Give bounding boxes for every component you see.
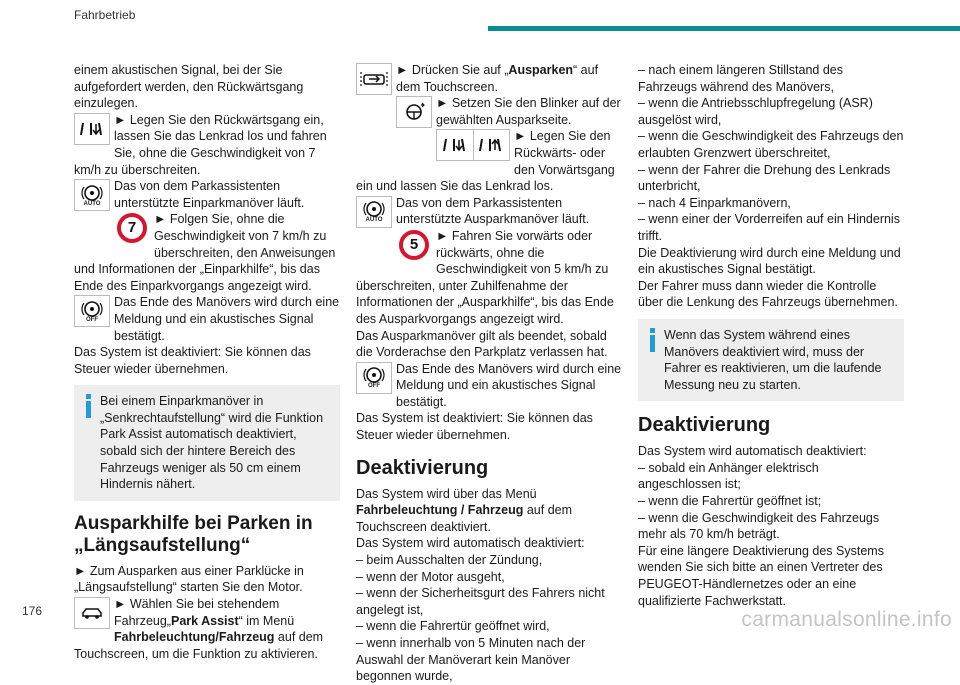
list-item: – wenn die Antriebsschlupfregelung (ASR) ausgelöst wird, [638, 96, 873, 127]
header-section-title: Fahrbetrieb [74, 8, 136, 22]
reverse-lines-icon [437, 130, 473, 160]
page-number: 176 [22, 604, 43, 618]
paragraph: Das Ende des Manövers wird durch eine Meldung und ein akustisches Signal bestätigt. [396, 361, 622, 409]
paragraph: ► Legen Sie den Rückwärtsgang ein, lassen Sie das Lenkrad los und fahren Sie, ohne die Geschwindigkeit von 7 km/h zu überschreiten. [74, 112, 327, 177]
list-item: – wenn die Geschwindigkeit des Fahrzeugs den erlaubten Grenzwert überschreitet, [638, 129, 904, 160]
status-maneuver-end [356, 361, 622, 411]
section-heading: Ausparkhilfe bei Parken in „Längsaufstellung“ [74, 512, 313, 556]
list-item: – beim Ausschalten der Zündung, [356, 553, 543, 568]
info-box [638, 319, 904, 401]
instruction-select-gear [356, 128, 622, 194]
paragraph: ► Legen Sie den Rückwärts- oder den Vorwärtsgang ein und lassen Sie das Lenkrad los. [356, 129, 615, 194]
paragraph: einem akustischen Signal, bei der Sie aufgefordert werden, den Rückwärtsgang einzulegen. [74, 63, 304, 111]
list-item: – wenn die Fahrertür geöffnet wird, [356, 619, 550, 634]
car-icon [74, 597, 110, 629]
column-3 [638, 62, 904, 609]
list-item: – sobald ein Anhänger elektrisch angeschlossen ist; [638, 460, 819, 492]
off-label: OFF [368, 383, 380, 390]
auto-label: AUTO [365, 217, 383, 224]
header-accent-bar [488, 26, 960, 31]
info-icon [83, 394, 93, 420]
paragraph: Das von dem Parkassistenten unterstützte Ausparkmanöver läuft. [396, 195, 590, 227]
paragraph: Das Ende des Manövers wird durch eine Meldung und ein akustisches Signal bestätigt. [114, 295, 340, 343]
list-item: – wenn die Fahrertür geöffnet ist; [638, 494, 822, 509]
steering-wheel-auto-icon [356, 196, 392, 228]
info-text: Bei einem Einparkmanöver in „Senkrechtaufstellung“ wird die Funktion Park Assist automatisch deaktiviert, sobald sich der hintere Bereich des Fahrzeugs weniger als 50 cm einem Hindernis nähert. [100, 394, 324, 492]
list-item: – nach einem längeren Stillstand des Fahrzeugs während des Manövers, [638, 63, 843, 94]
paragraph: ► Setzen Sie den Blinker auf der gewählten Ausparkseite. [436, 96, 621, 127]
list-item: – wenn die Geschwindigkeit des Fahrzeugs mehr als 70 km/h beträgt. [638, 510, 880, 542]
speed-limit-value: 7 [127, 219, 137, 237]
status-maneuver-running [356, 195, 622, 228]
column-2 [356, 62, 622, 685]
parking-lines-icon [74, 113, 110, 145]
paragraph: Das System wird automatisch deaktiviert: [356, 536, 585, 551]
instruction-reverse-gear [74, 112, 340, 178]
paragraph: ► Wählen Sie bei stehendem Fahrzeug„Park Assist“ im Menü Fahrbeleuchtung/Fahrzeug auf dem Touchscreen, um die Funktion zu aktivieren. [74, 597, 324, 661]
steering-wheel-off-icon [356, 362, 392, 394]
list-item: – wenn der Motor ausgeht, [356, 569, 505, 584]
list-item: – wenn der Sicherheitsgurt des Fahrers nicht angelegt ist, [356, 586, 605, 617]
paragraph: Das System ist deaktiviert: Sie können das Steuer wieder übernehmen. [356, 411, 593, 443]
instruction-speed-limit [356, 228, 622, 328]
forward-lines-icon [473, 130, 509, 160]
off-label: OFF [86, 316, 98, 323]
paragraph: Das von dem Parkassistenten unterstützte Einparkmanöver läuft. [114, 179, 305, 210]
info-icon [647, 328, 657, 354]
list-item: – wenn der Fahrer die Drehung des Lenkrads unterbricht, [638, 162, 891, 194]
paragraph: Der Fahrer muss dann wieder die Kontrolle über die Lenkung des Fahrzeugs übernehmen. [638, 278, 898, 310]
list-item: – wenn innerhalb von 5 Minuten nach der Auswahl der Manöverart kein Manöver begonnen wurde, [356, 636, 586, 684]
steering-wheel-off-icon [74, 295, 110, 327]
list-item: – wenn einer der Vorderreifen auf ein Hindernis trifft. [638, 212, 900, 243]
paragraph: Die Deaktivierung wird durch eine Meldung und ein akustisches Signal bestätigt. [638, 245, 901, 277]
instruction-select-park-assist [74, 596, 340, 662]
paragraph: Das System ist deaktiviert: Sie können das Steuer wieder übernehmen. [74, 345, 311, 376]
section-heading: Deaktivierung [356, 456, 489, 479]
paragraph: ► Drücken Sie auf „Ausparken“ auf dem Touchscreen. [396, 63, 599, 94]
speed-limit-sign-icon [114, 212, 150, 244]
paragraph: ► Zum Ausparken aus einer Parklücke in „Längsaufstellung“ starten Sie den Motor. [74, 563, 304, 595]
watermark: carmanualsonline.info [741, 608, 952, 631]
paragraph: Für eine längere Deaktivierung des Systems wenden Sie sich bitte an einen Vertreter des PEUGEOT-Händlernetzes oder an eine qualifizierte Fachwerkstatt. [638, 543, 884, 608]
instruction-speed-limit [74, 211, 340, 294]
speed-limit-sign-icon [396, 229, 432, 261]
status-maneuver-running [74, 178, 340, 211]
park-exit-icon [356, 63, 392, 95]
list-item: – nach 4 Einparkmanövern, [638, 195, 791, 210]
speed-limit-value: 5 [409, 235, 419, 253]
paragraph: ► Folgen Sie, ohne die Geschwindigkeit von 7 km/h zu überschreiten, den Anweisungen und Informationen der „Einparkhilfe“, bis das Ende des Einparkvorgangs angezeigt wird. [74, 212, 336, 293]
section-heading: Deaktivierung [638, 414, 771, 437]
instruction-press-ausparken [356, 62, 622, 95]
column-1 [74, 62, 340, 662]
gear-selection-icons [436, 129, 510, 161]
paragraph: Das System wird über das Menü Fahrbeleuchtung / Fahrzeug auf dem Touchscreen deaktiviert. [356, 486, 573, 534]
paragraph: Das System wird automatisch deaktiviert: [638, 444, 867, 459]
auto-label: AUTO [83, 200, 101, 207]
turn-signal-steering-icon [396, 96, 432, 128]
info-text: Wenn das System während eines Manövers deaktiviert wird, muss der Fahrer es reaktivieren, um die laufende Messung neu zu starten. [664, 327, 882, 392]
paragraph: ► Fahren Sie vorwärts oder rückwärts, ohne die Geschwindigkeit von 5 km/h zu überschreiten, unter Zuhilfenahme der Informationen der „Ausparkhilfe“, bis das Ende des Ausparkvorgangs angezeigt wird. [356, 228, 614, 326]
paragraph: Das Ausparkmanöver gilt als beendet, sobald die Vorderachse den Parkplatz verlassen hat. [356, 328, 608, 360]
instruction-indicator [356, 95, 622, 128]
info-box [74, 385, 340, 501]
status-maneuver-end [74, 294, 340, 344]
steering-wheel-auto-icon [74, 179, 110, 211]
